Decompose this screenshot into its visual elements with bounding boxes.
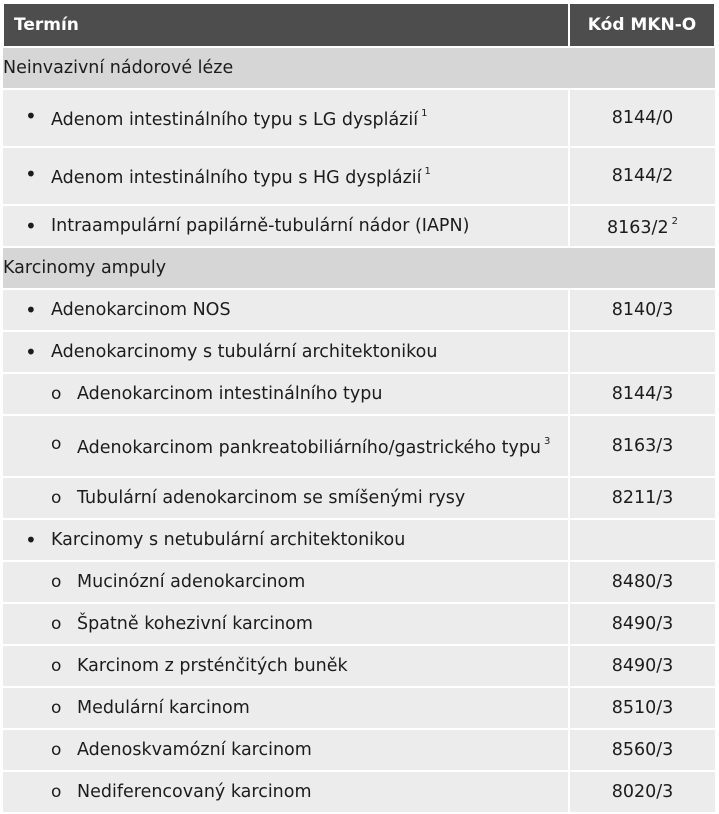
term-text-wrap <box>77 612 568 636</box>
code-cell <box>569 415 715 477</box>
table-row <box>3 373 715 415</box>
code-value: 8144/3 <box>611 384 674 404</box>
term-cell <box>3 561 569 603</box>
term-cell <box>3 771 569 813</box>
circle-bullet-icon: o <box>51 740 62 760</box>
term-text-wrap <box>51 298 568 322</box>
footnote-marker: 3 <box>544 436 551 448</box>
table-row <box>3 561 715 603</box>
list-item <box>3 104 568 132</box>
term-text-wrap <box>77 486 568 510</box>
term-text-wrap <box>51 528 568 552</box>
code-value: 8020/3 <box>611 782 674 802</box>
table-row <box>3 289 715 331</box>
footnote-marker: 1 <box>421 108 428 120</box>
sub-list-item <box>3 570 568 594</box>
code-value: 8560/3 <box>611 740 674 760</box>
table-row <box>3 205 715 247</box>
term-cell <box>3 147 569 205</box>
list-item <box>3 214 568 238</box>
code-footnote-marker: 2 <box>671 216 678 228</box>
term-text: Mucinózní adenokarcinom <box>77 572 306 592</box>
term-cell <box>3 373 569 415</box>
sub-list-item <box>3 780 568 804</box>
circle-bullet-icon: o <box>51 384 62 404</box>
table-row <box>3 89 715 147</box>
list-item <box>3 340 568 364</box>
code-cell <box>569 289 715 331</box>
column-header-term: Termín <box>3 3 569 47</box>
term-text-wrap <box>77 382 568 406</box>
bullet-icon: • <box>25 162 37 187</box>
column-header-code: Kód MKN-O <box>569 3 715 47</box>
table-row <box>3 147 715 205</box>
circle-bullet-icon: o <box>51 698 62 718</box>
term-text-wrap <box>51 104 568 132</box>
code-value: 8211/3 <box>611 488 674 508</box>
code-value: 8163/3 <box>611 436 674 456</box>
term-cell <box>3 729 569 771</box>
term-text-wrap <box>77 738 568 762</box>
code-value: 8140/3 <box>611 300 674 320</box>
term-text-wrap <box>77 570 568 594</box>
code-cell <box>569 729 715 771</box>
section-title: Neinvazivní nádorové léze <box>3 47 715 89</box>
table-row <box>3 603 715 645</box>
section-title: Karcinomy ampuly <box>3 247 715 289</box>
circle-bullet-icon: o <box>51 488 62 508</box>
list-item <box>3 162 568 190</box>
section-row <box>3 247 715 289</box>
sub-list-item <box>3 738 568 762</box>
sub-list-item <box>3 432 568 460</box>
circle-bullet-icon: o <box>51 614 62 634</box>
circle-bullet-icon: o <box>51 782 62 802</box>
term-text: Adenokarcinom intestinálního typu <box>77 384 383 404</box>
term-cell <box>3 289 569 331</box>
code-cell <box>569 603 715 645</box>
code-cell <box>569 645 715 687</box>
table-row <box>3 477 715 519</box>
circle-bullet-icon: o <box>51 572 62 592</box>
sub-list-item <box>3 696 568 720</box>
term-text-wrap <box>51 340 568 364</box>
term-text-wrap <box>77 696 568 720</box>
code-cell <box>569 331 715 373</box>
bullet-icon: • <box>25 528 37 552</box>
term-text-wrap <box>51 162 568 190</box>
term-text: Špatně kohezivní karcinom <box>77 614 313 634</box>
table-row <box>3 729 715 771</box>
term-cell <box>3 477 569 519</box>
mkn-o-code-table <box>2 2 716 814</box>
table-row <box>3 687 715 729</box>
term-text: Adenom intestinálního typu s HG dysplázií <box>51 167 422 188</box>
bullet-icon: • <box>25 104 37 129</box>
sub-list-item <box>3 486 568 510</box>
section-row <box>3 47 715 89</box>
code-cell <box>569 205 715 247</box>
sub-list-item <box>3 612 568 636</box>
table-row <box>3 331 715 373</box>
term-cell <box>3 415 569 477</box>
table-row <box>3 519 715 561</box>
code-cell <box>569 147 715 205</box>
term-text-wrap <box>77 654 568 678</box>
term-text: Karcinomy s netubulární architektonikou <box>51 530 406 550</box>
term-text: Adenokarcinom pankreatobiliárního/gastrického typu <box>77 437 542 458</box>
table-header-row <box>3 3 715 47</box>
table-row <box>3 645 715 687</box>
code-cell <box>569 89 715 147</box>
term-cell <box>3 687 569 729</box>
term-text-wrap <box>77 432 568 460</box>
term-text-wrap <box>51 214 568 238</box>
table-body <box>3 47 715 813</box>
list-item <box>3 528 568 552</box>
code-cell <box>569 519 715 561</box>
term-text: Adenokarcinom NOS <box>51 300 231 320</box>
list-item <box>3 298 568 322</box>
code-cell <box>569 477 715 519</box>
code-cell <box>569 373 715 415</box>
table-row <box>3 771 715 813</box>
term-text: Tubulární adenokarcinom se smíšenými rysy <box>77 488 466 508</box>
term-text: Medulární karcinom <box>77 698 250 718</box>
code-value: 8163/2 <box>607 217 669 238</box>
term-cell <box>3 519 569 561</box>
code-value: 8144/2 <box>611 166 674 186</box>
code-value: 8144/0 <box>611 108 674 128</box>
term-text: Nediferencovaný karcinom <box>77 782 312 802</box>
code-value: 8480/3 <box>611 572 674 592</box>
bullet-icon: • <box>25 298 37 322</box>
code-value: 8510/3 <box>611 698 674 718</box>
circle-bullet-icon: o <box>51 434 62 455</box>
bullet-icon: • <box>25 214 37 238</box>
term-text-wrap <box>77 780 568 804</box>
sub-list-item <box>3 382 568 406</box>
term-cell <box>3 205 569 247</box>
code-cell <box>569 687 715 729</box>
sub-list-item <box>3 654 568 678</box>
table-row <box>3 415 715 477</box>
term-cell <box>3 331 569 373</box>
footnote-marker: 1 <box>424 166 431 178</box>
term-text: Adenoskvamózní karcinom <box>77 740 312 760</box>
code-value: 8490/3 <box>611 656 674 676</box>
term-cell <box>3 645 569 687</box>
term-text: Intraampulární papilárně-tubulární nádor (IAPN) <box>51 216 470 236</box>
term-text: Adenom intestinálního typu s LG dysplázií <box>51 109 419 130</box>
term-text: Adenokarcinomy s tubulární architektonikou <box>51 342 438 362</box>
bullet-icon: • <box>25 340 37 364</box>
term-cell <box>3 603 569 645</box>
term-text: Karcinom z prsténčitých buněk <box>77 656 348 676</box>
circle-bullet-icon: o <box>51 656 62 676</box>
code-value: 8490/3 <box>611 614 674 634</box>
code-cell <box>569 771 715 813</box>
term-cell <box>3 89 569 147</box>
code-cell <box>569 561 715 603</box>
